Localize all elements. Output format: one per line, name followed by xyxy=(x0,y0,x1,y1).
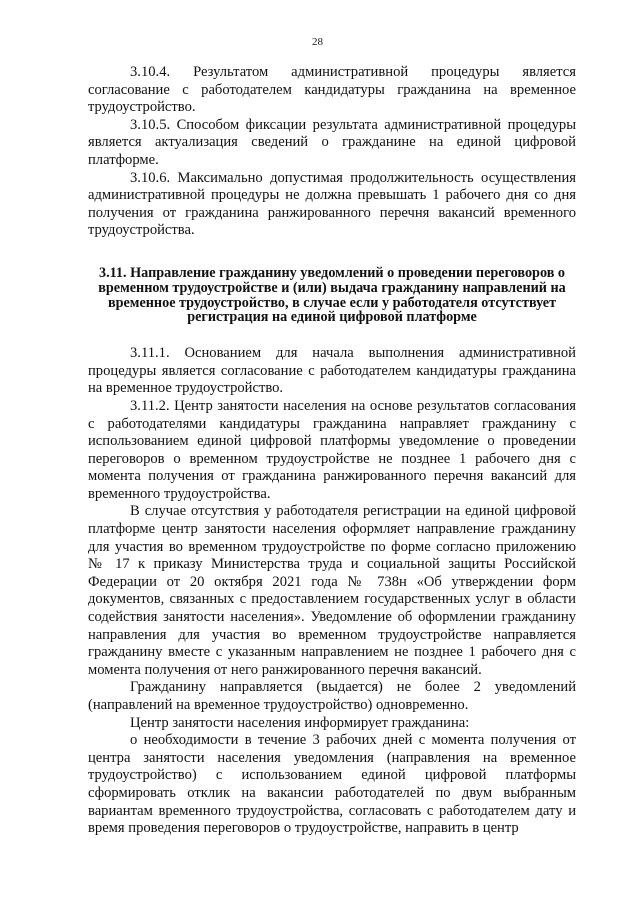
paragraph-3-11-2: 3.11.2. Центр занятости населения на основе результатов согласования с работодателями кандидатуры гражданина направляет гражданину с использованием единой цифровой платформы уведомление о проведении переговоров о временном трудоустройстве не позднее 1 рабочего дня с момента получения от гражданина ранжированного перечня вакансий для временного трудоустройства. xyxy=(88,397,576,502)
paragraph-necessity: о необходимости в течение 3 рабочих дней с момента получения от центра занятости населения уведомления (направления на временное трудоустройство) с использованием единой цифровой платформы сформировать отклик на вакансии работодателей по двум выбранным вариантам временного трудоустройства, согласовать с работодателем дату и время проведения переговоров о трудоустройстве, направить в центр xyxy=(88,732,576,837)
page-number: 28 xyxy=(312,36,323,48)
section-heading-3-11: 3.11. Направление гражданину уведомлений о проведении переговоров о временном трудоустройстве и (или) выдача гражданину направлений на временное трудоустройство, в случае если у работодателя отсутствует регистрация на единой цифровой платформе xyxy=(98,264,566,326)
paragraph-3-11-1: 3.11.1. Основанием для начала выполнения административной процедуры является согласование с работодателем кандидатуры гражданина на временное трудоустройство. xyxy=(88,345,576,397)
paragraph-3-10-5: 3.10.5. Способом фиксации результата административной процедуры является актуализация сведений о гражданине на единой цифровой платформе. xyxy=(88,116,576,168)
paragraph-notification-limit: Гражданину направляется (выдается) не более 2 уведомлений (направлений на временное трудоустройство) одновременно. xyxy=(88,679,576,713)
document-body xyxy=(88,64,576,838)
paragraph-no-registration: В случае отсутствия у работодателя регистрации на единой цифровой платформе центр занятости населения оформляет направление гражданину для участия во временном трудоустройстве по форме согласно приложению № 17 к приказу Министерства труда и социальной защиты Российской Федерации от 20 октября 2021 года № 738н «Об утверждении форм документов, связанных с предоставлением государственных услуг в области содействия занятости населения». Уведомление об оформлении гражданину направления для участия во временном трудоустройстве направляется гражданину вместе с указанным направлением не позднее 1 рабочего дня с момента получения от него ранжированного перечня вакансий. xyxy=(88,503,576,678)
paragraph-3-10-4: 3.10.4. Результатом административной процедуры является согласование с работодателем кандидатуры гражданина на временное трудоустройство. xyxy=(88,64,576,116)
paragraph-informs-citizen: Центр занятости населения информирует гражданина: xyxy=(130,714,470,731)
paragraph-3-10-6: 3.10.6. Максимально допустимая продолжительность осуществления административной процедуры не должна превышать 1 рабочего дня со дня получения от гражданина ранжированного перечня вакансий временного трудоустройства. xyxy=(88,169,576,239)
